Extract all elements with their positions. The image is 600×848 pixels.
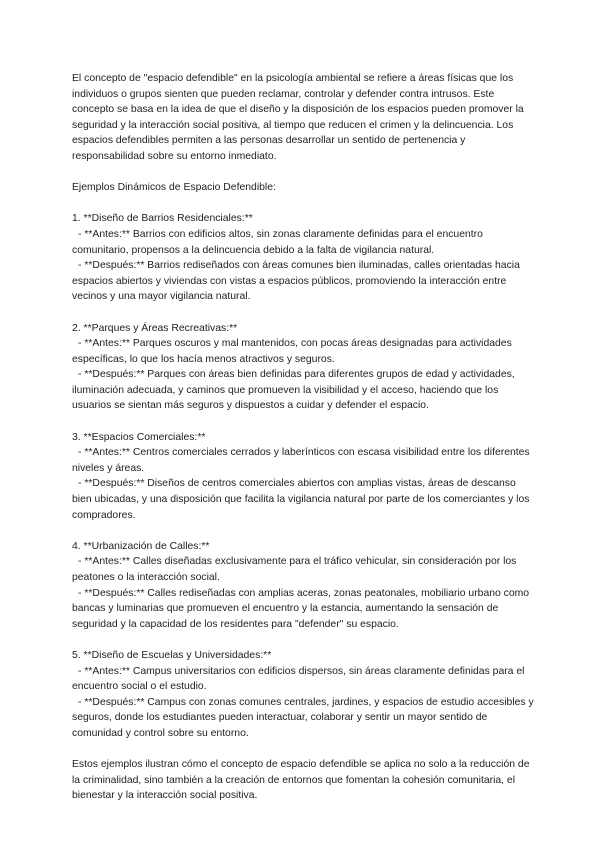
- example-item-4: [72, 539, 534, 633]
- example-antes: - **Antes:** Centros comerciales cerrados y laberínticos con escasa visibilidad entre los diferentes niveles y áreas.: [72, 447, 530, 474]
- example-despues: - **Después:** Diseños de centros comerciales abiertos con amplias vistas, áreas de descanso bien ubicadas, y una disposición que facilita la vigilancia natural por parte de los comerciantes y los compradores.: [72, 478, 530, 521]
- example-title: 1. **Diseño de Barrios Residenciales:**: [72, 213, 253, 225]
- example-despues: - **Después:** Parques con áreas bien definidas para diferentes grupos de edad y actividades, iluminación adecuada, y caminos que promueven la visibilidad y el acceso, haciendo que los usuarios se sientan más seguros y dispuestos a cuidar y defender el espacio.: [72, 369, 515, 412]
- example-item-5: [72, 648, 534, 742]
- examples-heading: Ejemplos Dinámicos de Espacio Defendible:: [72, 182, 276, 194]
- example-despues: - **Después:** Campus con zonas comunes centrales, jardines, y espacios de estudio accesibles y seguros, donde los estudiantes pueden interactuar, colaborar y sentir un mayor sentido de comunidad y control sobre su entorno.: [72, 696, 534, 739]
- conclusion-paragraph: Estos ejemplos ilustran cómo el concepto de espacio defendible se aplica no solo a la reducción de la criminalidad, sino también a la creación de entornos que fomentan la cohesión comunitaria, el bienestar y la interacción social positiva.: [72, 759, 530, 802]
- example-title: 5. **Diseño de Escuelas y Universidades:**: [72, 649, 272, 661]
- example-item-3: [72, 430, 534, 524]
- example-antes: - **Antes:** Barrios con edificios altos, sin zonas claramente definidas para el encuentro comunitario, propensos a la delincuencia debido a la falta de vigilancia natural.: [72, 228, 483, 256]
- example-title: 2. **Parques y Áreas Recreativas:**: [72, 322, 238, 334]
- example-despues: - **Después:** Barrios rediseñados con áreas comunes bien iluminadas, calles orientadas hacia espacios abiertos y viviendas con vistas a espacios públicos, promoviendo la interacción entre vecinos y una mayor vigilancia natural.: [72, 260, 520, 303]
- example-title: 4. **Urbanización de Calles:**: [72, 540, 210, 552]
- intro-paragraph: El concepto de "espacio defendible" en la psicología ambiental se refiere a áreas físicas que los individuos o grupos sienten que pueden reclamar, controlar y defender contra intrusos. Este concepto se basa en la idea de que el diseño y la disposición de los espacios pueden promover la seguridad y la interacción social positiva, al tiempo que reducen el crimen y la delincuencia. Los espacios defendibles permiten a las personas desarrollar un sentido de pertenencia y responsabilidad sobre su entorno inmediato.: [72, 73, 524, 162]
- document-body: [72, 71, 534, 804]
- example-despues: - **Después:** Calles rediseñadas con amplias aceras, zonas peatonales, mobiliario urbano como bancas y luminarias que promueven el encuentro y la estancia, aumentando la sensación de seguridad y la capacidad de los residentes para "defender" su espacio.: [72, 587, 530, 630]
- example-item-1: [72, 211, 534, 305]
- example-item-2: [72, 321, 534, 415]
- example-title: 3. **Espacios Comerciales:**: [72, 431, 206, 443]
- example-antes: - **Antes:** Calles diseñadas exclusivamente para el tráfico vehicular, sin consideración por los peatones o la interacción social.: [72, 556, 517, 583]
- example-antes: - **Antes:** Parques oscuros y mal mantenidos, con pocas áreas designadas para actividades específicas, lo que los hacía menos atractivos y seguros.: [72, 338, 512, 365]
- example-antes: - **Antes:** Campus universitarios con edificios dispersos, sin áreas claramente definidas para el encuentro social o el estudio.: [72, 665, 525, 693]
